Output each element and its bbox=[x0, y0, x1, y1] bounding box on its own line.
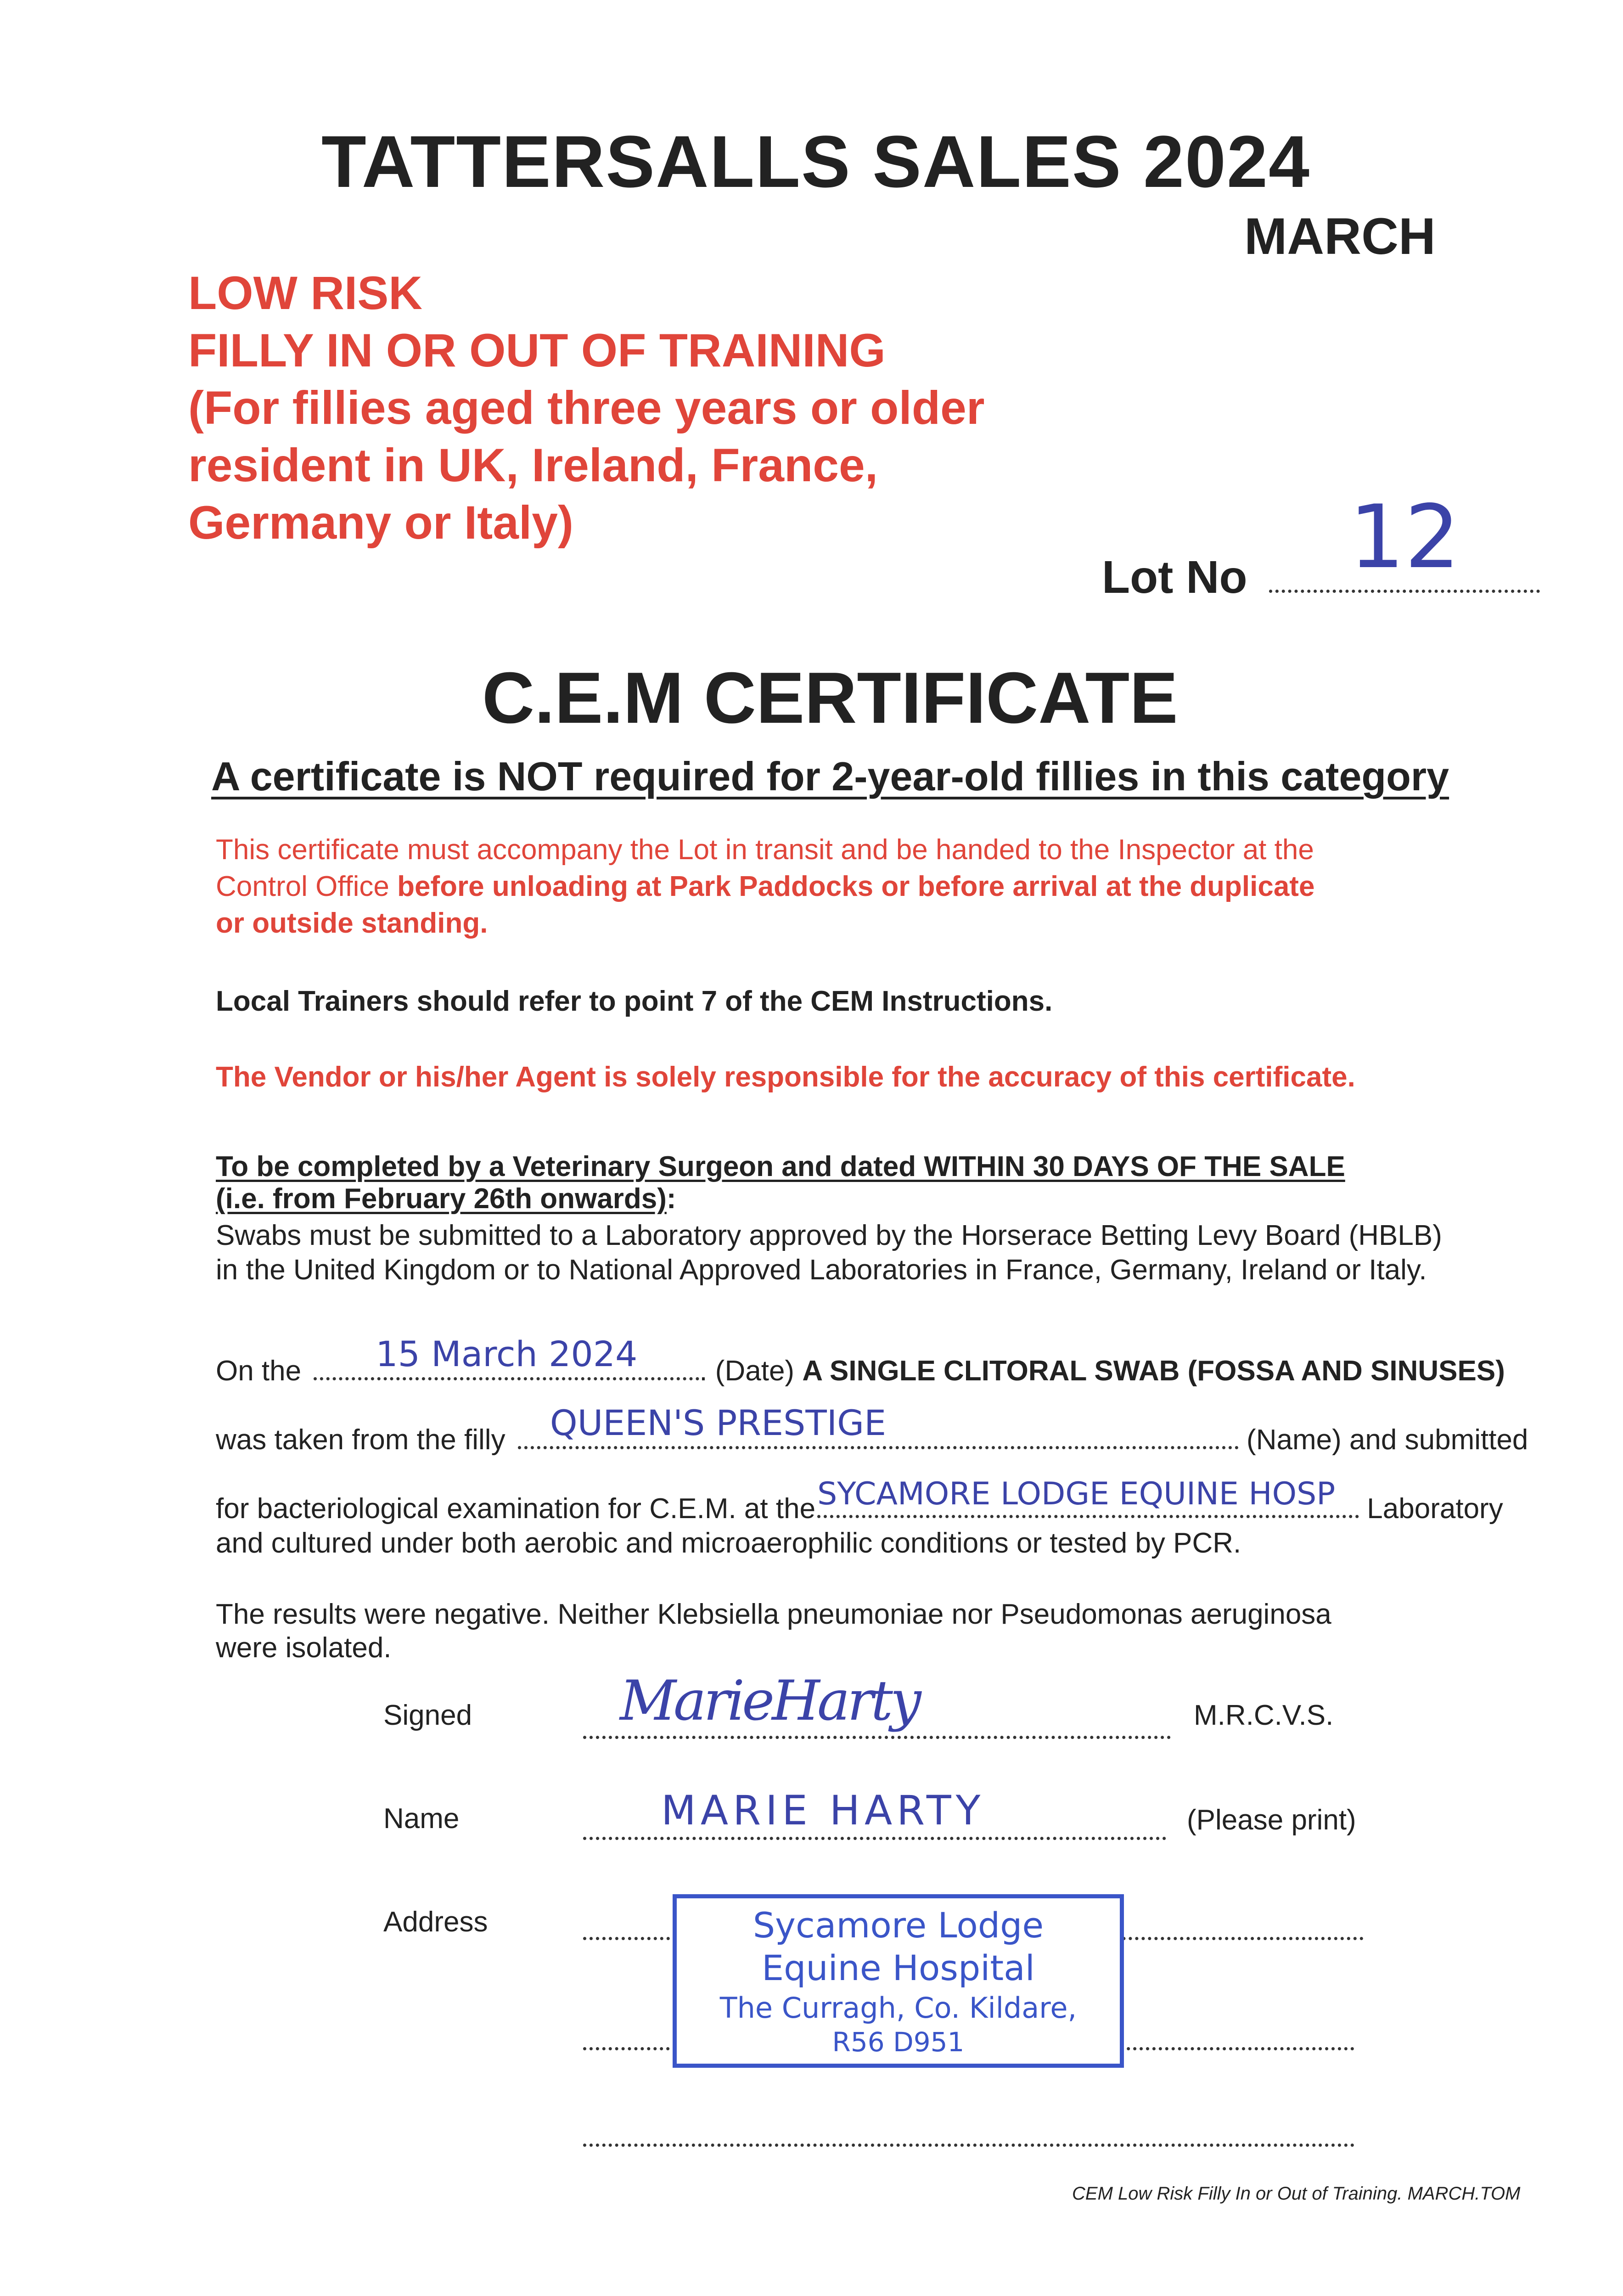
bacterio-label: for bacteriological examination for C.E.M. at the bbox=[216, 1493, 816, 1525]
address-label: Address bbox=[383, 1906, 488, 1938]
filly-name-field bbox=[518, 1402, 1239, 1449]
footer-reference: CEM Low Risk Filly In or Out of Training. MARCH.TOM bbox=[1072, 2183, 1521, 2204]
category-line-3: (For fillies aged three years or older bbox=[188, 382, 985, 434]
vet-heading-2-colon: : bbox=[666, 1183, 676, 1215]
date-value: 15 March 2024 bbox=[376, 1334, 638, 1374]
sale-month: MARCH bbox=[1244, 208, 1436, 265]
vet-name-value: MARIE HARTY bbox=[661, 1787, 985, 1834]
name-submitted-label: (Name) and submitted bbox=[1247, 1424, 1528, 1456]
swabs-text-2: in the United Kingdom or to National Approved Laboratories in France, Germany, Ireland or Italy. bbox=[216, 1254, 1427, 1286]
vendor-responsibility-note: The Vendor or his/her Agent is solely responsible for the accuracy of this certificate. bbox=[216, 1061, 1355, 1093]
vet-heading-2 bbox=[216, 1182, 676, 1215]
certificate-subtitle: A certificate is NOT required for 2-year-old fillies in this category bbox=[211, 754, 1449, 799]
date-label: . (Date) bbox=[699, 1355, 795, 1387]
hospital-stamp bbox=[673, 1894, 1124, 2068]
vet-heading-2-text: (i.e. from February 26th onwards) bbox=[216, 1183, 667, 1215]
cultured-text: and cultured under both aerobic and microaerophilic conditions or tested by PCR. bbox=[216, 1527, 1241, 1559]
transit-normal-text: Control Office bbox=[216, 871, 398, 902]
sale-title: TATTERSALLS SALES 2024 bbox=[321, 120, 1310, 203]
results-text-2: were isolated. bbox=[216, 1632, 392, 1664]
stamp-line-1: Sycamore Lodge bbox=[753, 1905, 1044, 1946]
lab-name-value: SYCAMORE LODGE EQUINE HOSP bbox=[817, 1476, 1336, 1512]
results-text-1: The results were negative. Neither Klebsiella pneumoniae nor Pseudomonas aeruginosa bbox=[216, 1598, 1331, 1630]
lab-line bbox=[216, 1476, 1503, 1525]
swab-description: A SINGLE CLITORAL SWAB (FOSSA AND SINUSES) bbox=[802, 1355, 1505, 1387]
category-line-1: LOW RISK bbox=[188, 267, 422, 319]
signature-field bbox=[583, 1671, 1171, 1739]
category-line-2: FILLY IN OR OUT OF TRAINING bbox=[188, 324, 886, 377]
signature-value: MarieHarty bbox=[620, 1669, 919, 1733]
filly-name-value: QUEEN'S PRESTIGE bbox=[550, 1402, 887, 1443]
lab-name-field bbox=[817, 1476, 1359, 1518]
vet-name-field bbox=[583, 1777, 1166, 1840]
vet-heading-1: To be completed by a Veterinary Surgeon and dated WITHIN 30 DAYS OF THE SALE bbox=[216, 1151, 1345, 1182]
local-trainers-note: Local Trainers should refer to point 7 of the CEM Instructions. bbox=[216, 985, 1053, 1017]
category-line-5: Germany or Italy) bbox=[188, 496, 573, 549]
signed-label: Signed bbox=[383, 1699, 472, 1731]
transit-instruction-line-2 bbox=[216, 870, 1314, 903]
transit-bold-text: before unloading at Park Paddocks or before arrival at the duplicate bbox=[397, 871, 1315, 902]
transit-instruction-line-3: or outside standing. bbox=[216, 907, 488, 939]
address-line-3 bbox=[583, 2112, 1354, 2147]
lot-number-field bbox=[1269, 486, 1540, 593]
swabs-text-1: Swabs must be submitted to a Laboratory approved by the Horserace Betting Levy Board (HBLB) bbox=[216, 1220, 1442, 1251]
filly-line bbox=[216, 1402, 1528, 1456]
stamp-line-3: The Curragh, Co. Kildare, bbox=[719, 1991, 1077, 2025]
lot-number-value: 12 bbox=[1349, 486, 1460, 588]
certificate-title: C.E.M CERTIFICATE bbox=[482, 658, 1178, 738]
mrcvs-label: M.R.C.V.S. bbox=[1194, 1699, 1334, 1731]
stamp-line-2: Equine Hospital bbox=[762, 1947, 1035, 1988]
date-field bbox=[314, 1334, 699, 1380]
name-label: Name bbox=[383, 1803, 460, 1835]
laboratory-label: Laboratory bbox=[1367, 1493, 1503, 1525]
transit-instruction-line-1: This certificate must accompany the Lot in transit and be handed to the Inspector at the bbox=[216, 834, 1314, 866]
stamp-line-4: R56 D951 bbox=[832, 2026, 965, 2058]
on-the-label: On the bbox=[216, 1355, 302, 1387]
taken-from-label: was taken from the filly bbox=[216, 1424, 505, 1456]
lot-number bbox=[1102, 486, 1540, 604]
lot-label: Lot No bbox=[1102, 551, 1247, 603]
category-line-4: resident in UK, Ireland, France, bbox=[188, 439, 878, 491]
please-print-label: (Please print) bbox=[1187, 1804, 1356, 1836]
date-line bbox=[216, 1334, 1505, 1387]
